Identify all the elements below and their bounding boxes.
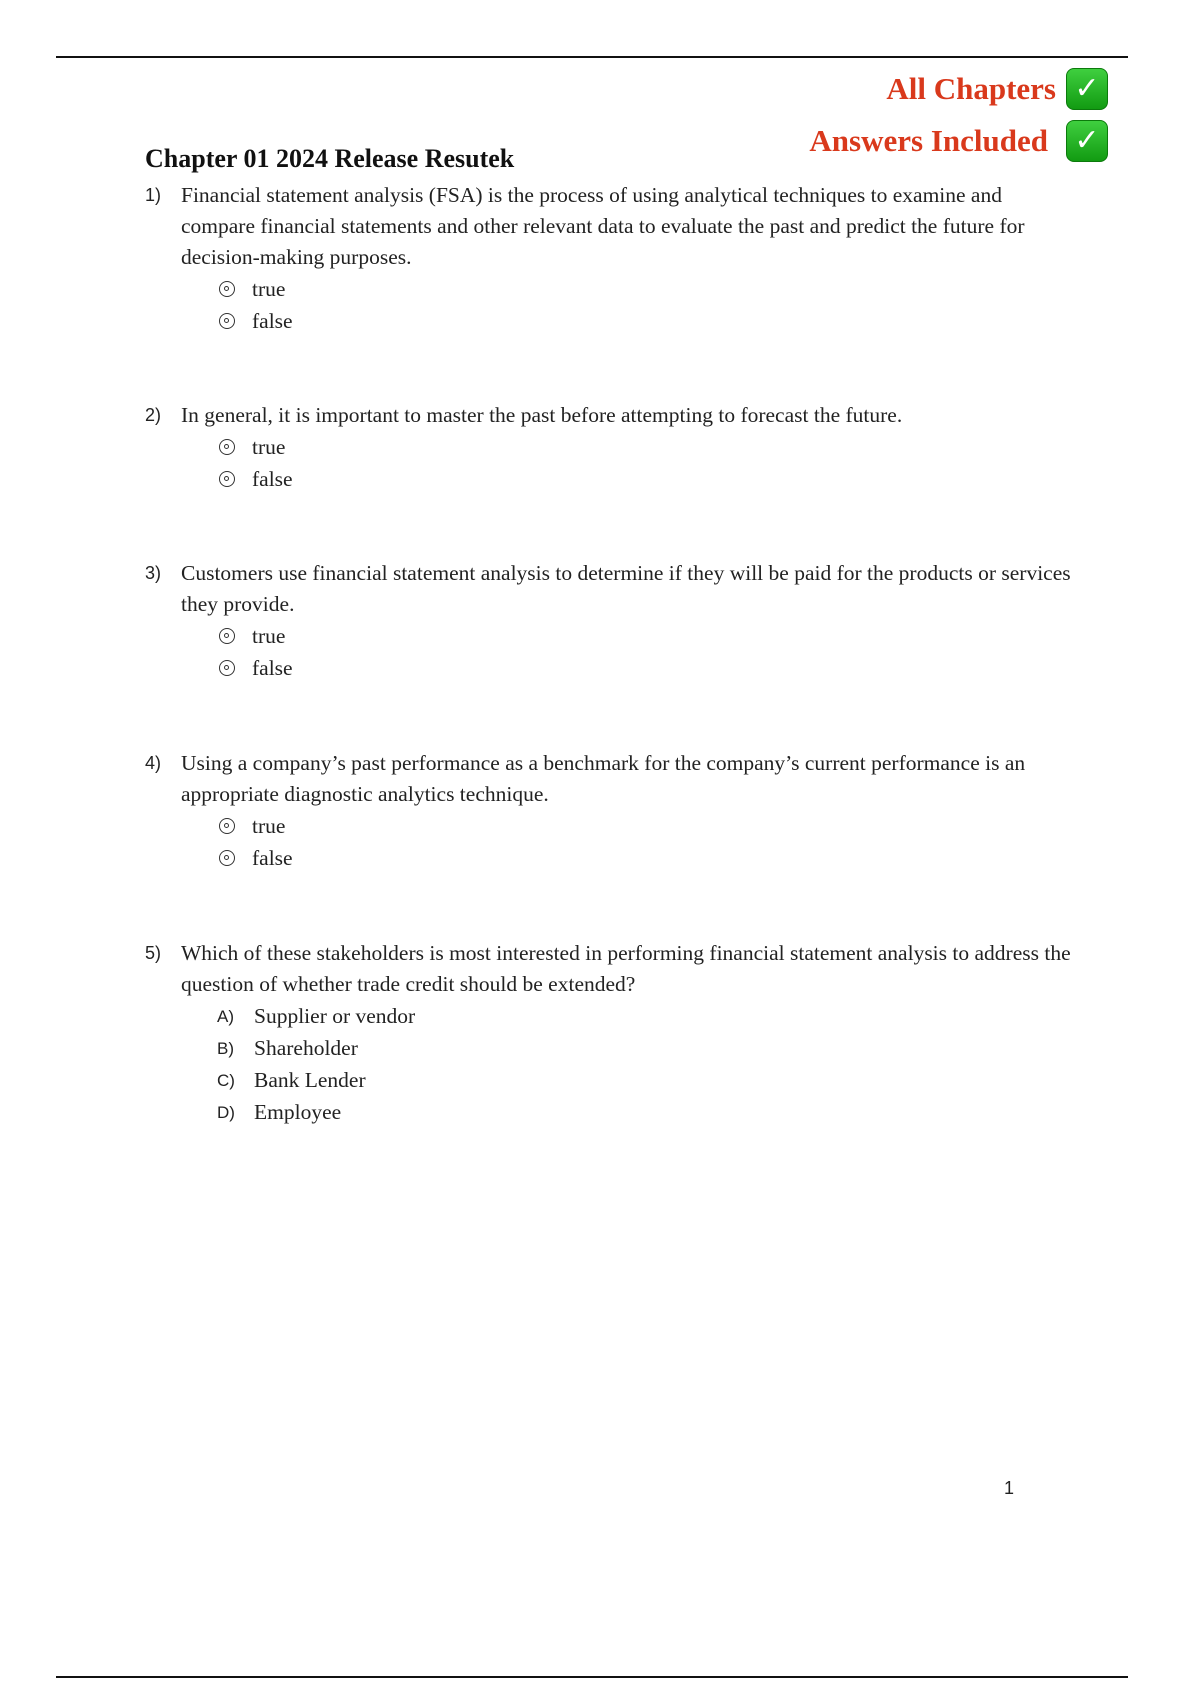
option-letter: C) [217, 1070, 235, 1090]
question-number: 3) [145, 563, 162, 583]
option-label: Supplier or vendor [254, 1003, 416, 1028]
options [217, 620, 1080, 684]
option-label: true [252, 813, 286, 838]
option-letter: A) [217, 1006, 234, 1026]
question-text: Which of these stakeholders is most interested in performing financial statement analysis to address the question of whether trade credit should be extended? [181, 941, 1071, 996]
question-number: 1) [145, 185, 162, 205]
top-rule [56, 56, 1128, 58]
option-3[interactable] [217, 1096, 1080, 1128]
option-label: true [252, 276, 286, 301]
radio-icon[interactable] [219, 818, 235, 834]
question-number: 5) [145, 943, 162, 963]
question-number: 4) [145, 753, 162, 773]
radio-icon[interactable] [219, 281, 235, 297]
option-1[interactable] [217, 463, 1080, 495]
radio-icon[interactable] [219, 439, 235, 455]
option-label: false [252, 308, 293, 333]
option-label: Bank Lender [254, 1067, 366, 1092]
option-label: true [252, 623, 286, 648]
check-mark-icon: ✓ [1066, 120, 1108, 162]
option-label: Employee [254, 1099, 342, 1124]
option-0[interactable] [217, 620, 1080, 652]
question-text: Customers use financial statement analysis to determine if they will be paid for the products or services they provide. [181, 561, 1071, 616]
check-mark-icon: ✓ [1066, 68, 1108, 110]
question-1 [145, 180, 1080, 337]
options [217, 810, 1080, 874]
badge-all-chapters [886, 68, 1108, 110]
badge-label: Answers Included [809, 123, 1048, 158]
radio-icon[interactable] [219, 850, 235, 866]
option-1[interactable] [217, 652, 1080, 684]
badge-label: All Chapters [886, 71, 1056, 106]
option-label: false [252, 655, 293, 680]
options [217, 1000, 1080, 1128]
option-1[interactable] [217, 1032, 1080, 1064]
option-0[interactable] [217, 431, 1080, 463]
options [217, 273, 1080, 337]
option-letter: B) [217, 1038, 234, 1058]
question-text: Using a company’s past performance as a benchmark for the company’s current performance is an appropriate diagnostic analytics technique. [181, 751, 1026, 806]
bottom-rule [56, 1676, 1128, 1678]
question-5 [145, 938, 1080, 1128]
page-number: 1 [1004, 1478, 1015, 1498]
question-3 [145, 558, 1080, 684]
question-text: Financial statement analysis (FSA) is the process of using analytical techniques to examine and compare financial statements and other relevant data to evaluate the past and predict the future for decision-making purposes. [181, 183, 1025, 269]
question-text: In general, it is important to master the past before attempting to forecast the future. [181, 403, 903, 427]
badge-answers-included [809, 120, 1108, 162]
radio-icon[interactable] [219, 660, 235, 676]
question-4 [145, 748, 1080, 874]
question-2 [145, 400, 1080, 495]
option-letter: D) [217, 1102, 235, 1122]
radio-icon[interactable] [219, 628, 235, 644]
option-1[interactable] [217, 305, 1080, 337]
option-0[interactable] [217, 810, 1080, 842]
option-0[interactable] [217, 273, 1080, 305]
option-label: false [252, 845, 293, 870]
radio-icon[interactable] [219, 313, 235, 329]
option-label: Shareholder [254, 1035, 358, 1060]
chapter-title: Chapter 01 2024 Release Resutek [145, 144, 515, 173]
option-1[interactable] [217, 842, 1080, 874]
radio-icon[interactable] [219, 471, 235, 487]
option-label: false [252, 466, 293, 491]
question-number: 2) [145, 405, 162, 425]
option-label: true [252, 434, 286, 459]
option-2[interactable] [217, 1064, 1080, 1096]
options [217, 431, 1080, 495]
option-0[interactable] [217, 1000, 1080, 1032]
